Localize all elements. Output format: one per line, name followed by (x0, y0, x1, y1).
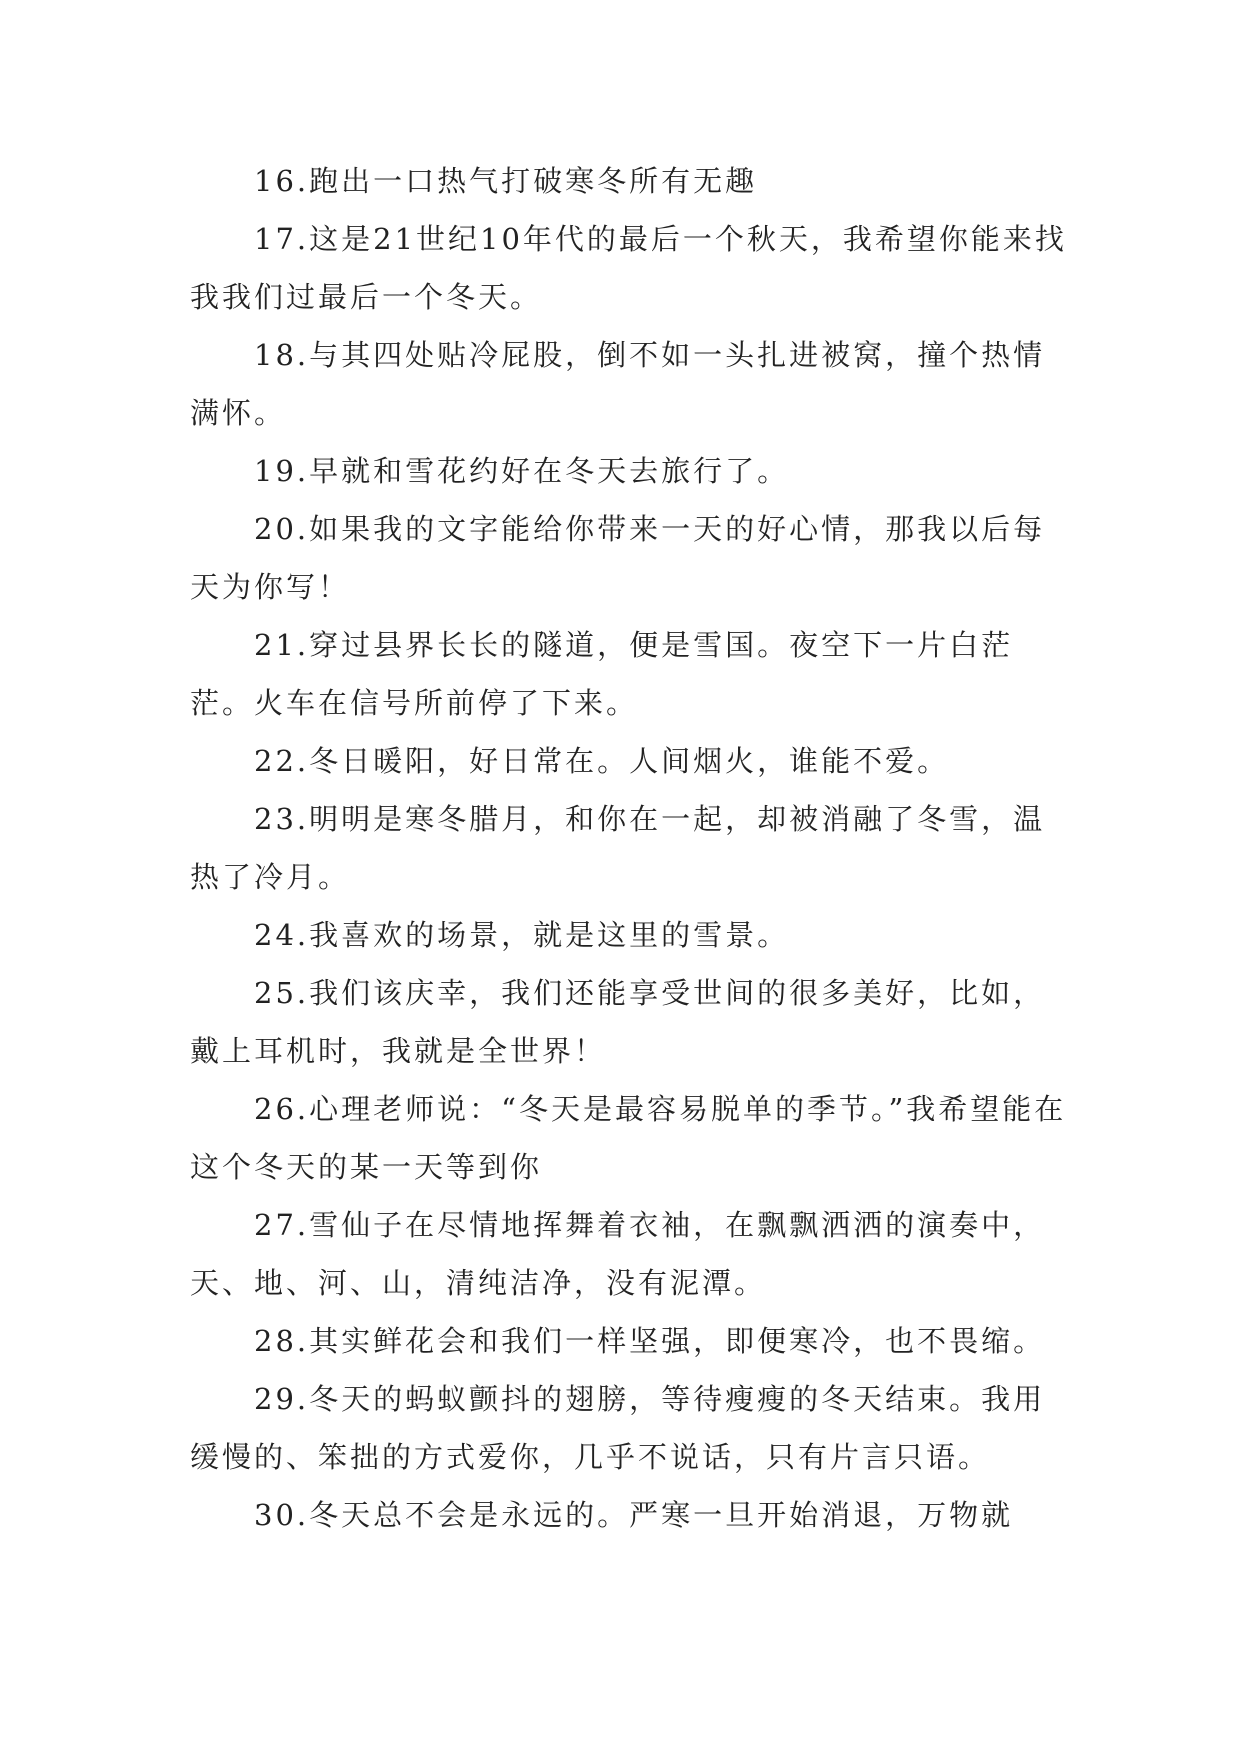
paragraph-17: 17.这是21世纪10年代的最后一个秋天，我希望你能来找我我们过最后一个冬天。 (190, 222, 1067, 314)
document-body (190, 152, 1070, 1544)
paragraph-24: 24.我喜欢的场景，就是这里的雪景。 (254, 918, 790, 952)
paragraph-20: 20.如果我的文字能给你带来一天的好心情，那我以后每天为你写！ (190, 512, 1046, 604)
paragraph-23: 23.明明是寒冬腊月，和你在一起，却被消融了冬雪，温热了冷月。 (190, 802, 1046, 894)
paragraph-30: 30.冬天总不会是永远的。严寒一旦开始消退，万物就 (254, 1498, 1014, 1532)
paragraph-18: 18.与其四处贴冷屁股，倒不如一头扎进被窝，撞个热情满怀。 (190, 338, 1046, 430)
paragraph-25: 25.我们该庆幸，我们还能享受世间的很多美好，比如，戴上耳机时，我就是全世界！ (190, 976, 1046, 1068)
paragraph-19: 19.早就和雪花约好在冬天去旅行了。 (254, 454, 790, 488)
paragraph-27: 27.雪仙子在尽情地挥舞着衣袖，在飘飘洒洒的演奏中，天、地、河、山，清纯洁净，没有泥潭。 (190, 1208, 1046, 1300)
paragraph-22: 22.冬日暖阳，好日常在。人间烟火，谁能不爱。 (254, 744, 950, 778)
paragraph-21: 21.穿过县界长长的隧道，便是雪国。夜空下一片白茫茫。火车在信号所前停了下来。 (190, 628, 1014, 720)
paragraph-26: 26.心理老师说：“冬天是最容易脱单的季节。”我希望能在这个冬天的某一天等到你 (190, 1092, 1067, 1184)
paragraph-28: 28.其实鲜花会和我们一样坚强，即便寒冷，也不畏缩。 (254, 1324, 1046, 1358)
paragraph-16: 16.跑出一口热气打破寒冬所有无趣 (254, 164, 758, 198)
paragraph-29: 29.冬天的蚂蚁颤抖的翅膀，等待瘦瘦的冬天结束。我用缓慢的、笨拙的方式爱你，几乎不说话，只有片言只语。 (190, 1382, 1046, 1474)
